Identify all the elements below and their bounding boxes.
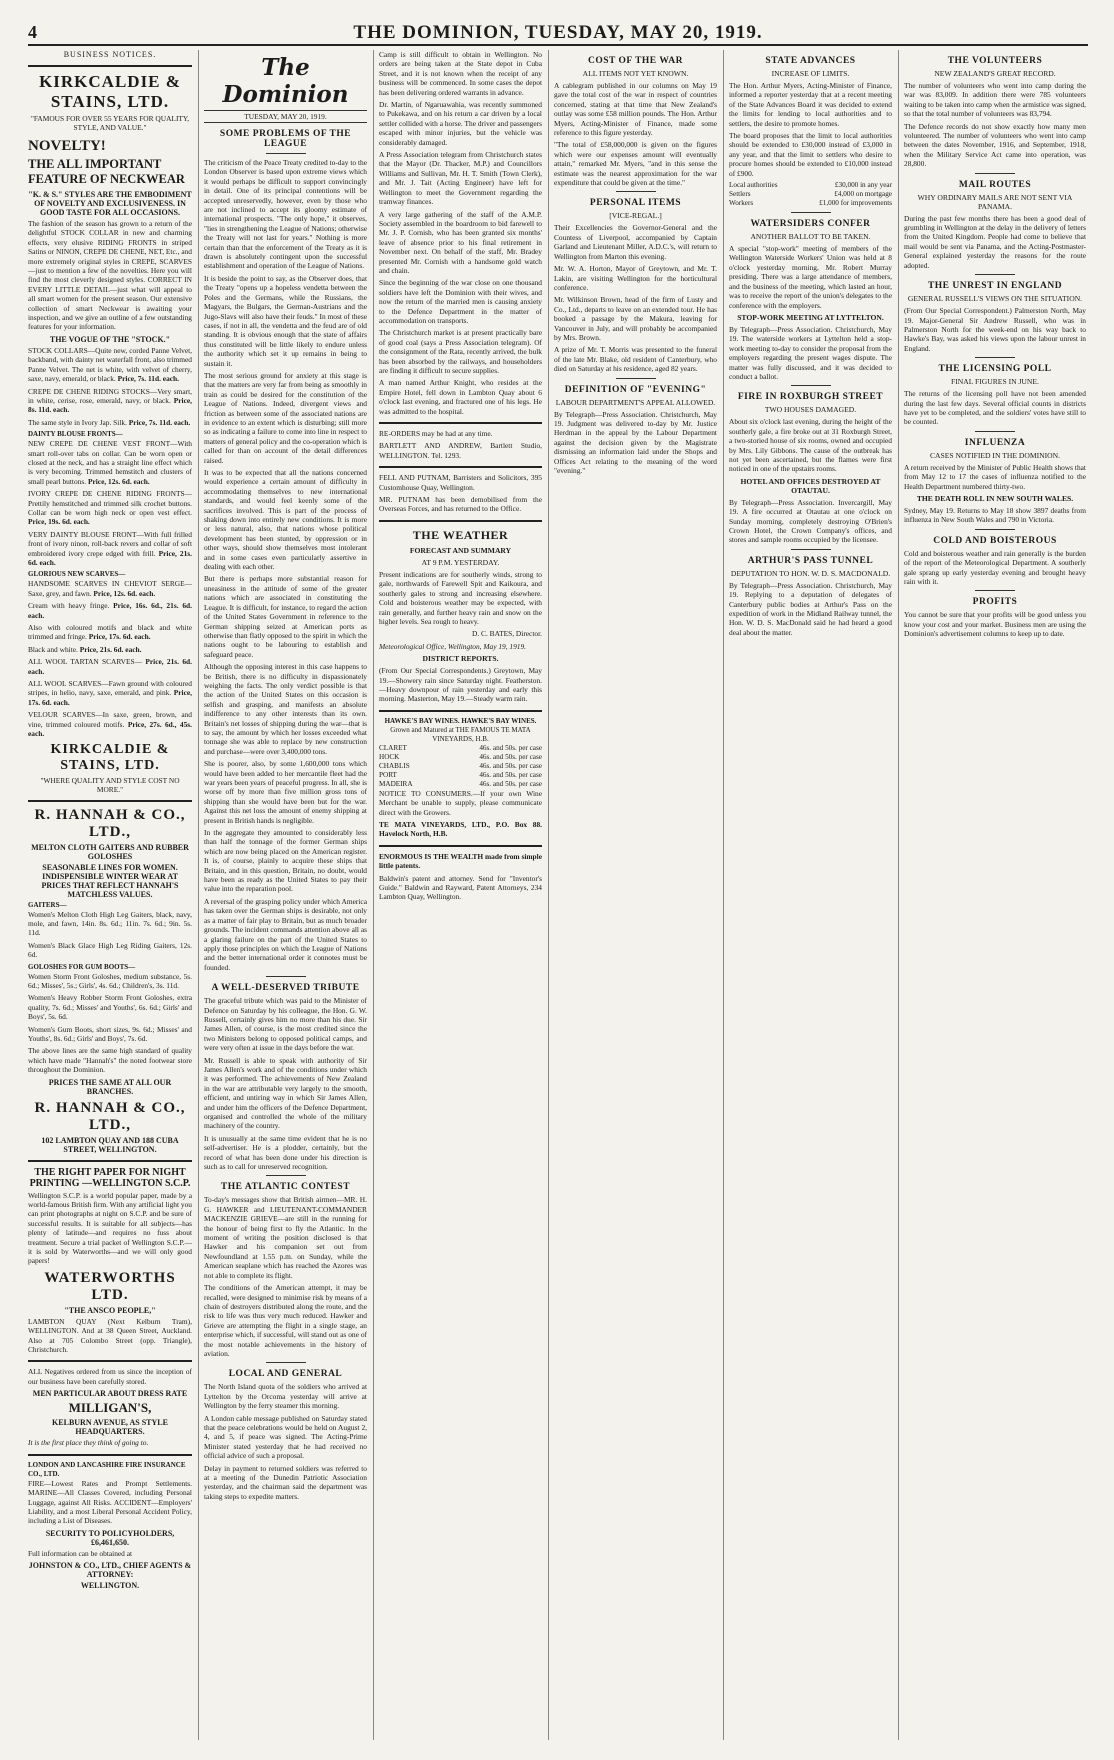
list-item: VELOUR SCARVES—In saxe, green, brown, and vine, trimmed coloured motifs. Price, 27s. 6d., 45s. each. (28, 710, 192, 739)
london-heading: LONDON AND LANCASHIRE FIRE INSURANCE CO., LTD. (28, 1460, 186, 1478)
article-paragraph: By Telegraph—Press Association. Christchurch, May 19. Replying to a deputation of delegates of Canterbury public bodies at Arthur's Pass on the expedition of work in the Midland Railway tunnel, the Hon. W. D. S. MacDonald said he had heard a good deal about the matter. (729, 580, 892, 637)
volunteers-heading: THE VOLUNTEERS (947, 56, 1043, 66)
stock-heading: THE VOGUE OF THE "STOCK." (49, 334, 171, 344)
article-paragraph: A reversal of the grasping policy under which America has taken over the German ships is desirable, not only as a matter of fair play to Britain, but as much broader grounds. The incident commands attention above all as a glaring failure on the part of the United States to apply those principles on which the League of Nations and the better international order it connotes must be founded. (204, 896, 367, 972)
article-paragraph: A return received by the Minister of Public Health shows that from May 12 to 17 the cases of influenza notified to the Health Department numbered thirty-two. (904, 462, 1086, 491)
wine-row: CLARET 46s. and 50s. per case (379, 743, 542, 752)
waterworths-address: LAMBTON QUAY (Next Kelburn Tram), WELLINGTON. And at 38 Queen Street, Auckland. Also at 705 Colombo Street (opp. Triangle), Christchurch. (28, 1316, 192, 1355)
fell-putnam-ad: FELL AND PUTNAM, Barristers and Solicitors, 395 Customhouse Quay, Wellington. (379, 473, 542, 492)
putnam-notice: MR. PUTNAM has been demobilised from the Overseas Forces, and has returned to the Office. (379, 495, 542, 514)
table-row: Settlers £4,000 on mortgage (729, 190, 892, 199)
limits-table (729, 181, 892, 208)
kirkcaldie-logo: KIRKCALDIE & STAINS, LTD. (39, 72, 181, 111)
hotel-heading: HOTEL AND OFFICES DESTROYED AT OTAUTAU. (740, 476, 881, 495)
fire-subheading: TWO HOUSES DAMAGED. (764, 405, 857, 415)
article-paragraph: Sydney, May 19. Returns to May 18 show 3897 deaths from influenza in New South Wales and 790 in Victoria. (904, 505, 1086, 525)
unrest-heading: THE UNREST IN ENGLAND (927, 281, 1063, 292)
column-rule (723, 50, 724, 1740)
hannah-logo: R. HANNAH & CO., LTD., (34, 806, 186, 840)
arthurs-pass-subheading: DEPUTATION TO HON. W. D. S. MACDONALD. (730, 568, 891, 578)
hannah-footer: R. HANNAH & CO., LTD., (34, 1099, 186, 1133)
article-paragraph: Mr. Russell is able to speak with authority of Sir James Allen's work and of the conditions under which it was performed. The achievements of New Zealand in the war are attributable very largely to the smooth, efficient, and untiring way in which Sir James Allen, and under him the officers of the Defence Department, organised and controlled the whole of the military machinery of the country. (204, 1055, 367, 1131)
article-paragraph: A special "stop-work" meeting of members of the Wellington Waterside Workers' Union was held at 8 o'clock yesterday morning, Mr. Robert Murray presiding. There was a large attendance of members, and the business of the meeting, which lasted an hour, was to receive the report of the union's delegates to the conference with the employers. (729, 244, 892, 310)
article-paragraph: Although the opposing interest in this case happens to be British, there is no difficulty in dispassionately weighing the facts. The only verdict possible is that the action of the United States on this occasion is selfish and grasping, and manifests an absolute indifference to any other interests than its own. Britain's net losses of shipping during the war—that is to say, the amount by which her losses exceeded what tonnage she was able to replace by new construction and purchase—were over 3,400,000 tons. (204, 662, 367, 756)
list-item: STOCK COLLARS—Quite new, corded Panne Velvet, backband, with dainty net waterfall front, also trimmed Panne Velvet. The net is white, with velvet of cherry, saxe, navy, emerald, or black. Price, 7s. 11d. each. (28, 345, 192, 384)
article-paragraph: It is unusually at the same time evident that he is no self-advertiser. He is a plodder, certainly, but the record of what has been done under his direction is such as to call for unreserved recognition. (204, 1133, 367, 1172)
article-paragraph: A man named Arthur Knight, who resides at the Empire Hotel, fell down in Lambton Quay about 6 o'clock last evening, and fractured one of his legs. He was admitted to the hospital. (379, 378, 542, 416)
article-paragraph: The graceful tribute which was paid to the Minister of Defence on Saturday by his colleague, the Hon. G. W. Russell, certainly gives him no more than his due. Sir James Allen, of course, is the most credited since the two Ministers belong to opposed political camps, and were very often at issue in the days before the war. (204, 996, 367, 1053)
article-paragraph: Dr. Martin, of Ngaruawahia, was recently summoned to Pukekawa, and on his return a car driven by a local settler collided with a horse. The driver and passengers escaped with minor injuries, but the vehicle was considerably damaged. (379, 100, 542, 147)
article-paragraph: Their Excellencies the Governor-General and the Countess of Liverpool, accompanied by Captain Garland and Lieutenant Miller, A.D.C.'s, will return to Wellington from Marton this evening. (554, 223, 717, 261)
table-row: Workers £1,000 for improvements (729, 199, 892, 208)
bay-wines-subheading: Grown and Matured at THE FAMOUS TE MATA VINEYARDS, H.B. (390, 725, 531, 743)
profits-heading: PROFITS (972, 597, 1018, 608)
list-item: CREPE DE CHENE RIDING STOCKS—Very smart, in white, cerise, rose, emerald, navy, or black. Price, 8s. 11d. each. (28, 386, 192, 415)
scarves-list (28, 579, 192, 738)
cost-war-subheading: ALL ITEMS NOT YET KNOWN. (582, 69, 689, 78)
article-paragraph: To-day's messages show that British airmen—MR. H. G. HAWKER and LIEUTENANT-COMMANDER MACKENZIE GRIEVE—are still in the running for the honour of being first to fly the Atlantic. In the moment of writing the position disclosed is that Hawker and his companion set out from Newfoundland at 1.55 p.m. on Sunday, while the American seaplane which has reached the Azores was not able to complete its flight. (204, 1195, 367, 1280)
district-heading: DISTRICT REPORTS. (422, 654, 499, 664)
milligans-name: MILLIGAN'S, (68, 1400, 152, 1416)
masthead (28, 22, 1088, 46)
mail-routes-heading: MAIL ROUTES (958, 179, 1032, 190)
list-item: VERY DAINTY BLOUSE FRONT—With full frilled front of ivory ninon, roll-back revers and collar of soft embroidered ivory crepe edged with frill. Price, 21s. 6d. each. (28, 529, 192, 567)
stopwork-heading: STOP-WORK MEETING AT LYTTELTON. (737, 312, 884, 322)
wealth-body: Baldwin's patent and attorney. Send for "Inventor's Guide." Baldwin and Rayward, Patent Attorneys, 234 Lambton Quay, Wellington. (379, 873, 542, 902)
kirkcaldie-footer-tag: "WHERE QUALITY AND STYLE COST NO MORE." (40, 775, 180, 794)
article-paragraph: It was to be expected that all the nations concerned would experience a certain amount of difficulty in accommodating themselves to new international standards, and would feel keenly some of the sacrifices involved. This is part of the process of shaking down into entirely new conditions. It is more or less natural, also, that nations whose political development has been stunted, by oppression or in other ways, should show themselves most intolerant and in some cases even particularly assertive in dealing with each other. (204, 468, 367, 572)
article-paragraph: In the aggregate they amounted to considerably less than half the tonnage of the former German ships which are now being placed on the American register. It is, of course, plainly to acquire these ships that Britain, and in this question, Britain, no doubt, would have been as ready as the United States to pay their value into the reparation pool. (204, 828, 367, 894)
article-paragraph: The returns of the licensing poll have not been amended during the last few days. Several official counts in districts have yet to be completed, and the soldiers' votes have still to be counted. (904, 389, 1086, 427)
article-paragraph: Mr. W. A. Horton, Mayor of Greytown, and Mr. T. Lakin, are visiting Wellington for the horticultural conference. (554, 264, 717, 292)
weather-signature: D. C. BATES, Director. (471, 629, 542, 639)
watersiders-subheading: ANOTHER BALLOT TO BE TAKEN. (750, 232, 871, 242)
list-item: ALL WOOL SCARVES—Fawn ground with coloured stripes, in helio, navy, saxe, emerald, and pink. Price, 17s. 6d. each. (28, 679, 192, 707)
right-paper-heading: THE RIGHT PAPER FOR NIGHT PRINTING —WELLINGTON S.C.P. (29, 1166, 191, 1189)
novelty-tagline: "K. & S." STYLES ARE THE EMBODIMENT OF NOVELTY AND EXCLUSIVENESS. IN GOOD TASTE FOR ALL OCCASIONS. (28, 190, 192, 217)
column-rule (373, 50, 374, 1740)
johnston-name: JOHNSTON & CO., LTD., CHIEF AGENTS & ATTORNEY: (28, 1561, 192, 1580)
state-advances-heading: STATE ADVANCES (765, 56, 856, 66)
article-paragraph: A London cable message published on Saturday stated that the peace celebrations would be held on August 2, 4, and 5, if peace was signed. The Acting-Prime Minister stated yesterday that he had received no official advice of such a proposal. (204, 1413, 367, 1461)
milligans-address: KELBURN AVENUE, AS STYLE HEADQUARTERS. (52, 1418, 168, 1437)
article-paragraph: She is poorer, also, by some 1,600,000 tons which would have been added to her mercantile fleet had the war years been years of peaceful progress. In all, she is worse off by more than five million gross tons of shipping than she would have been but for the war. Against this net loss the amount of enemy shipping at present in British hands is negligible. (204, 759, 367, 825)
article-paragraph: By Telegraph—Press Association. Christchurch, May 19. The waterside workers at Lyttelton held a stop-work meeting to-day to consider the proposal from the employers regarding the present wages dispute. The matter was fully discussed, and it was decided to conduct a ballot. (729, 324, 892, 381)
article-paragraph: The most serious ground for anxiety at this stage is that the matters are very far from being as smoothly in train as could be desired for the constitution of the League of Nations. Indeed, divergent views and friction as between some of the associated nations are in evidence to an extent which is disturbing; still more so as indicating a failure to come into line in respect to matters of general policy and the co-operation which is called for than on account of the detail differences raised. (204, 370, 367, 465)
arthurs-pass-heading: ARTHUR'S PASS TUNNEL (747, 555, 874, 566)
stock-list (28, 346, 192, 427)
lead-article-heading: SOME PROBLEMS OF THE LEAGUE (219, 129, 352, 149)
column-business-notices (28, 50, 192, 1740)
list-item: The same style in Ivory Jap. Silk. Price, 7s. 11d. each. (28, 417, 191, 427)
article-paragraph: By Telegraph—Press Association. Christchurch, May 19. Judgment was delivered to-day by Mr. Justice Herdman in the appeal by the Labour Department against the decision given by the Magistrate dismissing an information laid under the Shops and Offices Act relating to the meaning of the word "evening." (554, 409, 717, 475)
column-editorial (204, 50, 367, 1740)
article-paragraph: The number of volunteers who went into camp during the war was 83,009. In addition there were 785 volunteers waiting to be taken into camp when the armistice was signed, so that the total number of volunteers was 83,794. (904, 81, 1086, 119)
licensing-subheading: FINAL FIGURES IN JUNE. (951, 377, 1039, 387)
goloshes-heading: GOLOSHES FOR GUM BOOTS— (28, 962, 136, 971)
column-news-3 (729, 50, 892, 1740)
column-rule (898, 50, 899, 1740)
paper-title: The Dominion (222, 54, 349, 108)
article-paragraph: (From Our Special Correspondent.) Palmerston North, May 19. Major-General Sir Andrew Russell, who was in Palmerston North for the week-end on his way back to Hawke's Bay, was asked his views upon the labour unrest in England. (904, 306, 1086, 353)
article-paragraph: Mr. Wilkinson Brown, head of the firm of Lusty and Co., Ltd., departs to leave on an extended tour. He has booked a passage by the Makura, leaving for Vancouver in July, and will probably be accompanied by Mrs. Brown. (554, 295, 717, 342)
tribute-heading: A WELL-DESERVED TRIBUTE (211, 983, 360, 994)
list-item: Women Storm Front Goloshes, medium substance, 5s. 6d.; Misses', 5s.; Girls', 4s. 6d.; Children's, 3s. 11d. (28, 971, 192, 990)
article-paragraph: A very large gathering of the staff of the A.M.P. Society assembled in the boardroom to bid farewell to Mr. J. P. Cornish, who has been granted six months' leave of absence prior to his final retirement in November next. On behalf of the staff, Mr. Bradey presented Mr. Cornish with a handsome gold watch and chain. (379, 209, 542, 275)
blouse-list (28, 439, 192, 567)
district-reports: (From Our Special Correspondents.) Greytown, May 19.—Showery rain since Saturday night. Featherston.—Heavy downpour of rain yesterday and early this morning. Masterton, May 19.—Steady warm rain. (379, 666, 542, 704)
state-advances-subheading: INCREASE OF LIMITS. (771, 69, 850, 78)
security-body: Full information can be obtained at (28, 1548, 133, 1558)
list-item: Black and white. Price, 21s. 6d. each. (28, 644, 142, 654)
article-paragraph: Delay in payment to returned soldiers was referred to at a meeting of the Dunedin Patriotic Association yesterday, and the chairman said the department was taking steps to expedite matters. (204, 1463, 367, 1501)
column-news-2 (554, 50, 717, 1740)
article-paragraph: About six o'clock last evening, during the height of the southerly gale, a fire broke out at 31 Roxburgh Street, a two-storied house of six rooms, owned and occupied by Mrs. Lily Gibbons. The cause of the outbreak has not yet been ascertained, but the flames were first noticed in one of the upstairs rooms. (729, 417, 892, 474)
article-paragraph: Camp is still difficult to obtain in Wellington. No orders are being taken at the State depot in Cuba Street, and it is not known when the receipt of any business will be commenced. In some cases the depot has been delivering ordered warrants in advance. (379, 50, 542, 97)
novelty-body: The fashion of the season has grown to a return of the delightful STOCK COLLAR in new and charming effects, very elusive RIDING FRONTS in striped Satins or NINON, CREPE DE CHENE, NET, Etc., and more extremely original styles in CREPE, SCARVES—just to mention a few of the novelties. Here you will find the most cleverly designed styles. CORRECT IN EVERY LITTLE DETAIL—just what will appeal to all smart women for the present season. Our extensive collection of smart Neckwear is awaiting your inspection, and we give an outline of a few outstanding features for your information. (28, 219, 192, 332)
melton-heading: MELTON CLOTH GAITERS AND RUBBER GOLOSHES (31, 842, 189, 861)
london-body: FIRE—Lowest Rates and Prompt Settlements. MARINE—All Classes Covered, including Personal Luggage, against All Risks. ACCIDENT—Employers' Liability, and a most Liberal Personal Accident Policy, including a List of Diseases. (28, 1478, 192, 1526)
weather-office: Meteorological Office, Wellington, May 19, 1919. (379, 641, 527, 651)
article-paragraph: By Telegraph—Press Association. Invercargill, May 19. A fire occurred at Otautau at one o'clock on Sunday morning, completely destroying O'Brien's Crown Hotel, the Crown Company's offices, and stores and sample rooms occupied by the licensee. (729, 497, 892, 545)
article-paragraph: The Hon. Arthur Myers, Acting-Minister of Finance, informed a reporter yesterday that at a recent meeting of the State Advances Board it was decided to extend the limits for lending to local authorities and to settlers, the desire to promote homes. (729, 81, 892, 128)
local-heading: LOCAL AND GENERAL (228, 1369, 343, 1380)
sydney-heading: THE DEATH ROLL IN NEW SOUTH WALES. (916, 493, 1074, 503)
bay-wines-heading: HAWKE'S BAY WINES. HAWKE'S BAY WINES. (384, 716, 537, 725)
wines-notice: NOTICE TO CONSUMERS.—If your own Wine Merchant be unable to supply, please communicate direct with the Growers. (379, 788, 542, 817)
cost-war-heading: COST OF THE WAR (587, 56, 684, 66)
column-rule (548, 50, 549, 1740)
influenza-subheading: CASES NOTIFIED IN THE DOMINION. (929, 450, 1060, 460)
article-paragraph: The conditions of the American attempt, it may be recalled, were designed to minimise risk by means of a chain of destroyers distributed along the route, and the risk to life was thus very much reduced. Hawker and Grieve are attempting the flight in a single stage, an enterprise which, if successful, will stand out as one of the most notable achievements in the history of aviation. (204, 1283, 367, 1358)
milligans-footer: It is the first place they think of going to. (28, 1438, 149, 1448)
blouse-heading: DAINTY BLOUSE FRONTS— (28, 430, 123, 439)
list-item: NEW CREPE DE CHENE VEST FRONT—With smart roll-over tabs on collar. Can be worn open or closed at the neck, and has a straight line effect which is very becoming. Trimmed hemstitch and clusters of small pearl buttons. Price, 12s. 6d. each. (28, 439, 192, 486)
negatives-notice: ALL Negatives ordered from us since the inception of our business have been carefully stored. (28, 1367, 192, 1386)
personal-subheading: [VICE-REGAL.] (609, 211, 662, 221)
weather-forecast: Present indications are for southerly winds, strong to gale, northwards of Farewell Spit and Kaikoura, and southerly gales to strong and increasing elsewhere. Cold and boisterous weather may be expected, with rain generally, and further heavy rain and snow on the higher levels. Sea rough to heavy. (379, 569, 542, 626)
list-item: Also with coloured motifs and black and white trimmed and fringe. Price, 17s. 6d. each. (28, 623, 192, 642)
bartlett-ad: BARTLETT AND ANDREW, Bartlett Studio, WELLINGTON. Tel. 1293. (379, 441, 542, 460)
article-paragraph: But there is perhaps more substantial reason for uneasiness in the attitude of some of the greater nations which are associated in constituting the League. It is difficult, for instance, to regard the action of the United States Government in reference to the German shipping seized at American ports as otherwise than flatly opposed to the spirit in which the nations ought to be labouring to establish and safeguard peace. (204, 574, 367, 659)
article-paragraph: It is beside the point to say, as the Observer does, that the Treaty "opens up a hopeless vendetta between the Poles and the Germans, while the Russians, the Magyars, the Bulgars, the German-Austrians and the Jugo-Slavs will also have their feuds." In most of these cases, if not in all, the vendetta and the feud are of old standing. It is obvious enough that the state of affairs thus constituted will be little likely to endure unless the authority which set it up remains in being to sustain it. (204, 273, 367, 368)
influenza-heading: INFLUENZA (964, 437, 1026, 448)
novelty-subheading: THE ALL IMPORTANT FEATURE OF NECKWEAR (28, 157, 185, 186)
mail-routes-subheading: WHY ORDINARY MAILS ARE NOT SENT VIA PANAMA. (917, 192, 1073, 211)
article-paragraph: The Defence records do not show exactly how many men volunteered. The number of volunteers who went into camp between the dates November, 1916, and September, 1918, when the Military Service Act came into operation, was 28,800. (904, 121, 1086, 169)
kirkcaldie-footer: KIRKCALDIE & STAINS, LTD. (50, 741, 170, 773)
list-item: HANDSOME SCARVES IN CHEVIOT SERGE— Saxe, grey, and fawn. Price, 12s. 6d. each. (28, 579, 192, 598)
article-paragraph: The board proposes that the limit to local authorities should be extended to £30,000 instead of £3,000 in any year, and that the limit to settlers who desire to procure homes should be extended to £10,000 instead of £900. (729, 131, 892, 178)
column-news-4 (904, 50, 1086, 1740)
cold-heading: COLD AND BOISTEROUS (933, 535, 1057, 546)
definition-subheading: LABOUR DEPARTMENT'S APPEAL ALLOWED. (555, 397, 716, 407)
waterworths-tag: "THE ANSCO PEOPLE," (64, 1305, 156, 1315)
article-paragraph: The Christchurch market is at present practically bare of good coal (says a Press Association telegram). Of the consignment of the Rata, recently arrived, the bulk has been absorbed by the railways, and householders are finding it difficult to secure supplies. (379, 328, 542, 375)
re-orders-notice: RE-ORDERS may be had at any time. (379, 429, 493, 439)
right-paper-body: Wellington S.C.P. is a world popular paper, made by a world-famous British firm. With any artificial light you can print photographs at night on S.C.P. and be sure of successful results. It is suitable for all subjects—has plenty of latitude—and requires no fuss about treatment. Secure a trial packet of Wellington S.C.P.—it is sold by Waterworths—and we will only good papers! (28, 1190, 192, 1266)
kirkcaldie-tagline: "FAMOUS FOR OVER 55 YEARS FOR QUALITY, STYLE, AND VALUE." (30, 114, 190, 132)
article-paragraph: Cold and boisterous weather and rain generally is the burden of the report of the Meteorological Department. A southerly gale sprang up early yesterday evening and brought heavy rain with it. (904, 548, 1086, 586)
article-paragraph: A cablegram published in our columns on May 19 gave the total cost of the war in respect of countries concerned, stating at that time that New Zealand's outlay was some £58 million pounds. The Hon. Arthur Myers, Acting-Minister of Finance, made some reference to this figure yesterday. (554, 81, 717, 138)
branches-note: PRICES THE SAME AT ALL OUR BRANCHES. (48, 1077, 172, 1096)
table-row: Local authorities £30,000 in any year (729, 181, 892, 190)
milligans-tag: MEN PARTICULAR ABOUT DRESS RATE (32, 1389, 188, 1399)
article-paragraph: You cannot be sure that your profits will be good unless you know your cost and your market. Business men are using the Dominion's advertisement columns to keep up to date. (904, 610, 1086, 639)
list-item: Women's Black Glace High Leg Riding Gaiters, 12s. 6d. (28, 940, 192, 960)
hannah-address: 102 LAMBTON QUAY AND 188 CUBA STREET, WELLINGTON. (41, 1135, 179, 1154)
list-item: Women's Heavy Robber Storm Front Goloshes, extra quality, 7s. 6d.; Misses' and Youths', 6s. 6d.; Girls' and Boys', 5s. 6d. (28, 993, 192, 1022)
masthead-title: THE DOMINION, TUESDAY, MAY 20, 1919. (353, 22, 763, 43)
watersiders-heading: WATERSIDERS CONFER (750, 219, 871, 230)
list-item: Cream with heavy fringe. Price, 16s. 6d., 21s. 6d. each. (28, 601, 192, 620)
gaiters-heading: GAITERS— (28, 900, 67, 909)
column-rule (198, 50, 199, 1740)
wealth-heading: ENORMOUS IS THE WEALTH made from simple little patents. (379, 851, 542, 871)
wine-row: PORT 46s. and 50s. per case (379, 770, 542, 779)
dateline: TUESDAY, MAY 20, 1919. (204, 110, 367, 123)
atlantic-heading: THE ATLANTIC CONTEST (220, 1182, 351, 1193)
johnston-city: WELLINGTON. (80, 1581, 140, 1591)
list-item: Women's Gum Boots, short sizes, 9s. 6d.; Misses' and Youths', 8s. 6d.; Girls' and Boys', 7s. 6d. (28, 1024, 192, 1043)
section-label: BUSINESS NOTICES. (63, 50, 157, 59)
article-paragraph: The North Island quota of the soldiers who arrived at Lyttelton by the Orcoma yesterday will arrive at Wellington by the ferry steamer this morning. (204, 1382, 367, 1411)
article-paragraph: The criticism of the Peace Treaty credited to-day to the London Observer is based upon extreme views which it would perhaps be difficult to support convincingly in detail. One of its principal contentions will be accepted unreservedly, however, even by those who are not inclined to accept its gloomy estimate of international prospects. "The only hope," it observes, "lies in strengthening the League of Nations; otherwise the Treaty will not last for years." Nothing is more certain than that the enforcement of the Treaty as it is drawn is absolutely contingent upon the successful establishment and operation of the League of Nations. (204, 158, 367, 271)
list-item: Women's Melton Cloth High Leg Gaiters, black, navy, mole, and fawn, 14in. 8s. 6d.; 11in. 7s. 6d.; 9in. 5s. 11d. (28, 909, 192, 938)
article-paragraph: During the past few months there has been a good deal of grumbling in Wellington at the delay in the delivery of letters from the United Kingdom. People had come to believe that mail would be sent via Panama, and the Acting-Postmaster-General explained yesterday the reasons for the route adopted. (904, 213, 1086, 270)
article-paragraph: "The total of £58,000,000 is given on the figures which were our expenses amount will eventually attain," remarked Mr. Myers, "and in this sense the estimate was the nearest approximation for the war expenditure that could be given at the time." (554, 140, 717, 188)
weather-subheading: FORECAST AND SUMMARY (409, 545, 512, 555)
weather-heading: THE WEATHER (412, 527, 509, 542)
wine-price-list (379, 744, 542, 789)
novelty-heading: NOVELTY! (28, 138, 106, 154)
page-number: 4 (28, 22, 37, 42)
definition-heading: DEFINITION OF "EVENING" (564, 384, 707, 395)
fire-heading: FIRE IN ROXBURGH STREET (737, 392, 884, 403)
wine-row: HOCK 46s. and 50s. per case (379, 752, 542, 761)
weather-time: AT 9 P.M. YESTERDAY. (421, 557, 500, 567)
wine-row: CHABLIS 46s. and 50s. per case (379, 761, 542, 770)
list-item: The above lines are the same high standard of quality which have made "Hannah's" the noted footwear store throughout the Dominion. (28, 1046, 192, 1075)
licensing-heading: THE LICENSING POLL (938, 364, 1052, 375)
waterworths-logo: WATERWORTHS LTD. (44, 1269, 176, 1303)
personal-heading: PERSONAL ITEMS (589, 198, 682, 209)
te-mata-address: TE MATA VINEYARDS, LTD., P.O. Box 88. Havelock North, H.B. (379, 819, 542, 839)
unrest-subheading: GENERAL RUSSELL'S VIEWS ON THE SITUATION. (907, 294, 1083, 304)
article-paragraph: Since the beginning of the war close on one thousand soldiers have left the Dominion with their wives, and now the return of the married men is causing anxiety to the Defence Department in the matter of accommodation on transports. (379, 278, 542, 325)
article-paragraph: A Press Association telegram from Christchurch states that the Mayor (Dr. Thacker, M.P.) and Councillors Williams and Sullivan, Mr. H. T. Smith (Town Clerk), and Mr. J. Tait (Acting Engineer) have left for Wellington to meet the Government regarding the tramway finances. (379, 150, 542, 207)
article-paragraph: A prize of Mr. T. Morris was presented to the funeral of the late Mr. Blake, old resident of Canterbury, who died on Saturday at his residence, aged 82 years. (554, 345, 717, 374)
seasonable-text: SEASONABLE LINES FOR WOMEN. INDISPENSIBLE WINTER WEAR AT PRICES THAT REFLECT HANNAH'S MATCHLESS VALUES. (41, 862, 179, 899)
wine-row: MADEIRA 46s. and 50s. per case (379, 779, 542, 788)
scarves-heading: GLORIOUS NEW SCARVES— (28, 570, 126, 579)
list-item: ALL WOOL TARTAN SCARVES— Price, 21s. 6d. each. (28, 657, 192, 676)
volunteers-subheading: NEW ZEALAND'S GREAT RECORD. (934, 69, 1056, 78)
column-news (379, 50, 542, 1740)
security-heading: SECURITY TO POLICYHOLDERS, £6,461,650. (45, 1528, 175, 1547)
list-item: IVORY CREPE DE CHENE RIDING FRONTS—Prettily hemstitched and trimmed silk crochet buttons. Collar can be worn high neck or open vest effect. Price, 19s. 6d. each. (28, 489, 192, 527)
